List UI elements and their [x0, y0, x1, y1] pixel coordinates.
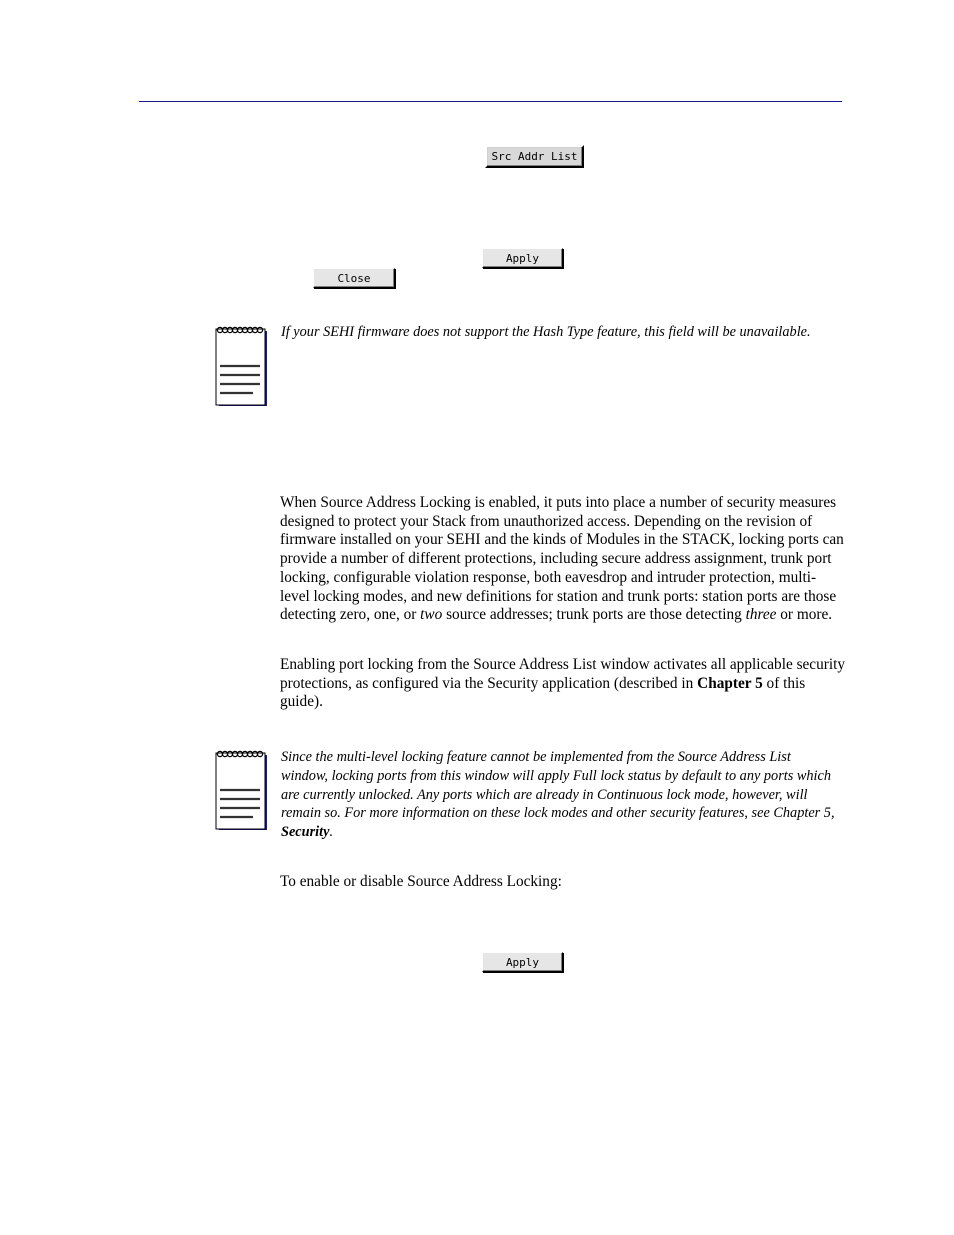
note-text: If your SEHI firmware does not support the Hash Type feature, this field will be unavailable.: [281, 324, 811, 340]
close-button[interactable]: Close: [313, 268, 395, 288]
notepad-icon: [215, 750, 269, 832]
apply-button[interactable]: Apply: [482, 248, 563, 268]
paragraph-instructions: To enable or disable Source Address Locking:: [280, 873, 562, 890]
src-addr-list-button[interactable]: Src Addr List: [485, 145, 584, 168]
paragraph-enabling-locking: Enabling port locking from the Source Address List window activates all applicable security protections, as configured via the Security application (described in Chapter 5 of this guide).: [280, 656, 845, 711]
note-text: Since the multi-level locking feature cannot be implemented from the Source Address List window, locking ports from this window will apply Full lock status by default to any ports which are currently unlocked. Any ports which are already in Continuous lock mode, however, will remain so. For more information on these lock modes and other security features, see Chapter 5, Security.: [281, 749, 835, 841]
apply-button[interactable]: Apply: [482, 952, 563, 972]
header-rule: [139, 101, 842, 102]
notepad-icon: [215, 326, 269, 408]
paragraph-locking-description: When Source Address Locking is enabled, it puts into place a number of security measures designed to protect your Stack from unauthorized access. Depending on the revision of firmware installed on your SEHI and the kinds of Modules in the STACK, locking ports can provide a number of different protections, including secure address assignment, trunk port locking, configurable violation response, both eavesdrop and intruder protection, multi-level locking modes, and new definitions for station and trunk ports: station ports are those detecting zero, one, or two source addresses; trunk ports are those detecting three or more.: [280, 494, 844, 624]
